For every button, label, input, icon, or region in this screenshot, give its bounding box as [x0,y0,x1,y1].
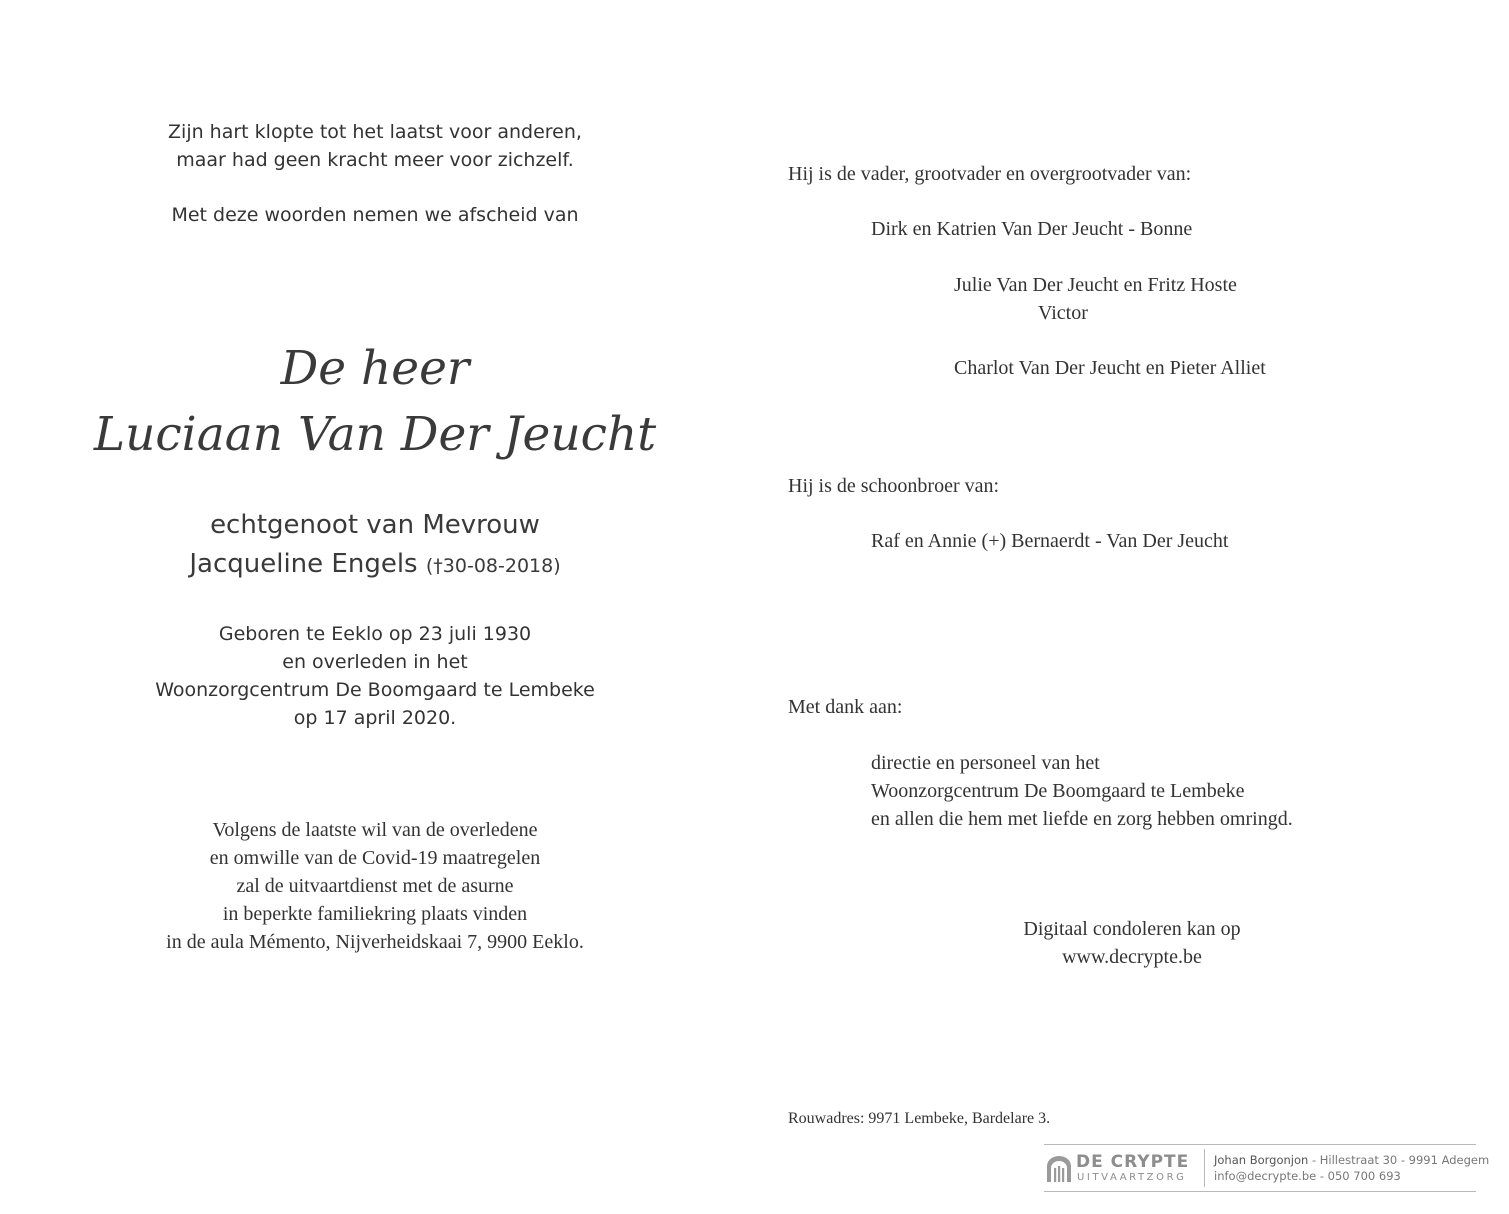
contact-address: - Hillestraat 30 - 9991 Adegem [1308,1153,1490,1167]
family-member: Charlot Van Der Jeucht en Pieter Alliet [954,357,1266,379]
spouse-death-date: (†30-08-2018) [425,555,561,577]
dates-line: Woonzorgcentrum De Boomgaard te Lembeke [155,679,595,701]
dates-line: op 17 april 2020. [293,707,457,729]
family-member: Julie Van Der Jeucht en Fritz Hoste [954,274,1237,296]
spouse-intro: echtgenoot van Mevrouw [210,510,540,540]
family-member: Dirk en Katrien Van Der Jeucht - Bonne [871,218,1193,240]
ceremony-line: in de aula Mémento, Nijverheidskaai 7, 9900 Eeklo. [166,931,584,953]
quote-line: Zijn hart klopte tot het laatst voor anderen, [168,121,582,143]
opening-quote [40,118,710,174]
family-heading: Hij is de vader, grootvader en overgrootvader van: [788,163,1192,185]
footer-divider [1204,1149,1205,1187]
dates-line: en overleden in het [282,651,468,673]
inlaw-member: Raf en Annie (+) Bernaerdt - Van Der Jeucht [871,530,1229,552]
ceremony-notice [40,816,710,956]
ceremony-line: Volgens de laatste wil van de overledene [212,819,538,841]
crypt-arch-icon [1046,1155,1072,1183]
funeral-home-footer [1044,1144,1490,1192]
contact-email-phone[interactable]: info@decrypte.be - 050 700 693 [1214,1169,1401,1183]
deceased-name: Luciaan Van Der Jeucht [93,407,657,462]
spouse-line [40,545,710,586]
life-dates [40,620,710,732]
spouse-block [40,506,710,586]
thanks-line: Woonzorgcentrum De Boomgaard te Lembeke [871,780,1245,802]
logo-name: DE CRYPTE [1076,1152,1190,1172]
mourning-address: Rouwadres: 9971 Lembeke, Bardelare 3. [788,1110,1051,1127]
honorific: De heer [280,341,470,396]
spouse-name: Jacqueline Engels [189,549,418,579]
quote-line: maar had geen kracht meer voor zichzelf. [176,149,574,171]
great-grandchild: Victor [1038,302,1088,324]
funeral-home-logo [1046,1152,1190,1183]
thanks-heading: Met dank aan: [788,696,903,718]
thanks-line: en allen die hem met liefde en zorg hebben omringd. [871,808,1293,830]
condolence-link[interactable]: www.decrypte.be [1062,946,1202,968]
farewell-line: Met deze woorden nemen we afscheid van [171,204,579,226]
thanks-line: directie en personeel van het [871,752,1100,774]
ceremony-line: en omwille van de Covid-19 maatregelen [209,847,541,869]
inlaw-heading: Hij is de schoonbroer van: [788,475,1000,497]
condolence-note [982,915,1282,971]
ceremony-line: in beperkte familiekring plaats vinden [222,903,528,925]
contact-name: Johan Borgonjon [1214,1153,1309,1167]
contact-line [1214,1152,1489,1168]
deceased-name-block [40,336,710,468]
thanks-list [871,749,1293,833]
condolence-line: Digitaal condoleren kan op [1023,918,1241,940]
logo-subtitle: UITVAARTZORG [1077,1172,1187,1183]
ceremony-line: zal de uitvaartdienst met de asurne [236,875,514,897]
dates-line: Geboren te Eeklo op 23 juli 1930 [218,623,532,645]
contact-info [1214,1152,1489,1184]
